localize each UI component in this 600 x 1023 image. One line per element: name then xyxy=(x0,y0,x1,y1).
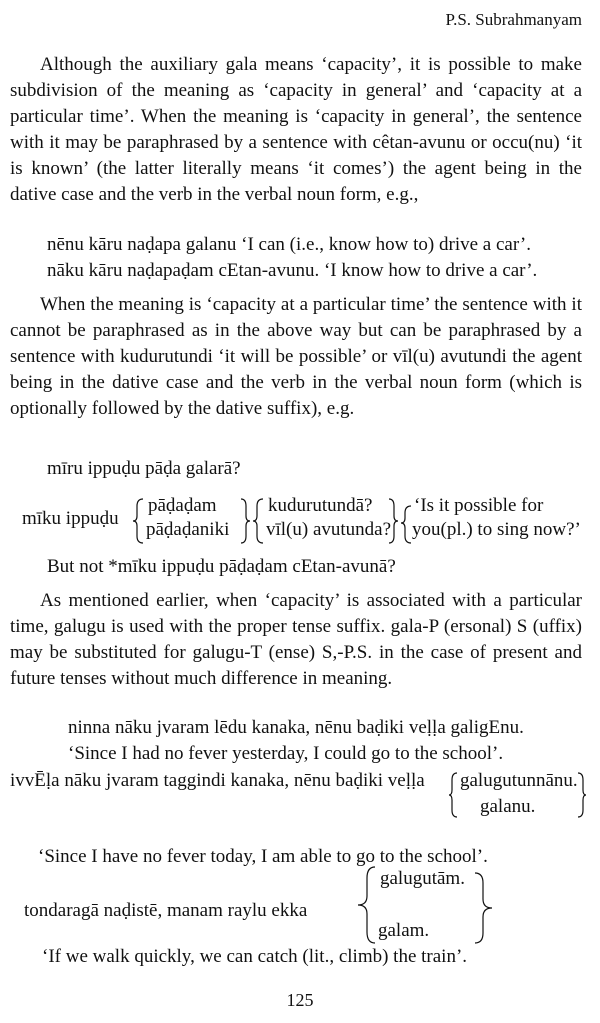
option-galugutunnanu: galugutunnānu. xyxy=(460,770,578,791)
right-brace-2 xyxy=(577,772,587,818)
mid-braces-2 xyxy=(388,498,412,544)
option-galanu: galanu. xyxy=(480,796,536,817)
right-brace-3 xyxy=(474,872,494,944)
option-kudurutunda: kudurutundā? xyxy=(268,495,373,516)
option-padadam: pāḍaḍam xyxy=(148,495,217,516)
left-brace-1 xyxy=(132,498,144,544)
option-galugutam: galugutām. xyxy=(380,868,465,889)
gloss-to-sing-now: you(pl.) to sing now?’ xyxy=(412,519,581,540)
example-walk-quickly-gloss: ‘If we walk quickly, we can catch (lit., climb) the train’. xyxy=(42,946,468,967)
example-fever-yesterday: ninna nāku jvaram lēdu kanaka, nēnu baḍiki veḷḷa galigEnu. xyxy=(68,717,524,738)
example-but-not: But not *mīku ippuḍu pāḍaḍam cEtan-avunā? xyxy=(47,556,396,577)
paragraph-capacity-intro: Although the auxiliary gala means ‘capacity’, it is possible to make subdivision of the meaning as ‘capacity in general’ and ‘capacity at a particular time’. When the meaning is ‘capacity in general’, the sentence with it may be paraphrased by a sentence with cêtan-avunu or occu(nu) ‘it is known’ (the latter literally means ‘it comes’) the agent being in the dative case and the verb in the verbal noun form, e.g., xyxy=(10,54,582,205)
left-brace-3 xyxy=(356,866,376,944)
example-sing-lead: mīku ippuḍu xyxy=(22,508,119,529)
option-vilu-avutunda: vīl(u) avutunda? xyxy=(266,519,392,540)
example-fever-yesterday-gloss: ‘Since I had no fever yesterday, I could go to the school’. xyxy=(68,743,504,764)
option-padadaniki: pāḍaḍaniki xyxy=(146,519,230,540)
page-number: 125 xyxy=(286,990,314,1010)
mid-braces-1 xyxy=(240,498,264,544)
paragraph-tense-suffix: As mentioned earlier, when ‘capacity’ is associated with a particular time, galugu is used with the proper tense suffix. gala-P (ersonal) S (uffix) may be substituted for galugu-T (ense) S,-P.S. in the case of present and future tenses without much difference in meaning. xyxy=(10,590,582,689)
example-fever-today-gloss: ‘Since I have no fever today, I am able to go to the school’. xyxy=(38,846,488,867)
option-galam: galam. xyxy=(378,920,430,941)
example-drive-car-2: nāku kāru naḍapaḍam cEtan-avunu. ‘I know how to drive a car’. xyxy=(47,260,538,281)
example-walk-quickly-lead: tondaragā naḍistē, manam raylu ekka xyxy=(24,900,308,921)
paragraph-particular-time: When the meaning is ‘capacity at a particular time’ the sentence with it cannot be paraphrased as in the above way but can be paraphrased by a sentence with kudurutundi ‘it will be possible’ or vīl(u) avutundi the agent being in the dative case and the verb in the verbal noun form (which is optionally followed by the dative suffix), e.g. xyxy=(10,294,582,419)
gloss-is-it-possible: ‘Is it possible for xyxy=(414,495,544,516)
example-sing-question: mīru ippuḍu pāḍa galarā? xyxy=(47,458,241,479)
example-drive-car-1: nēnu kāru naḍapa galanu ‘I can (i.e., know how to) drive a car’. xyxy=(47,234,531,255)
left-brace-2 xyxy=(448,772,458,818)
running-header-author: P.S. Subrahmanyam xyxy=(445,10,582,29)
example-fever-today-lead: ivvĒḷa nāku jvaram taggindi kanaka, nēnu baḍiki veḷḷa xyxy=(10,770,425,791)
